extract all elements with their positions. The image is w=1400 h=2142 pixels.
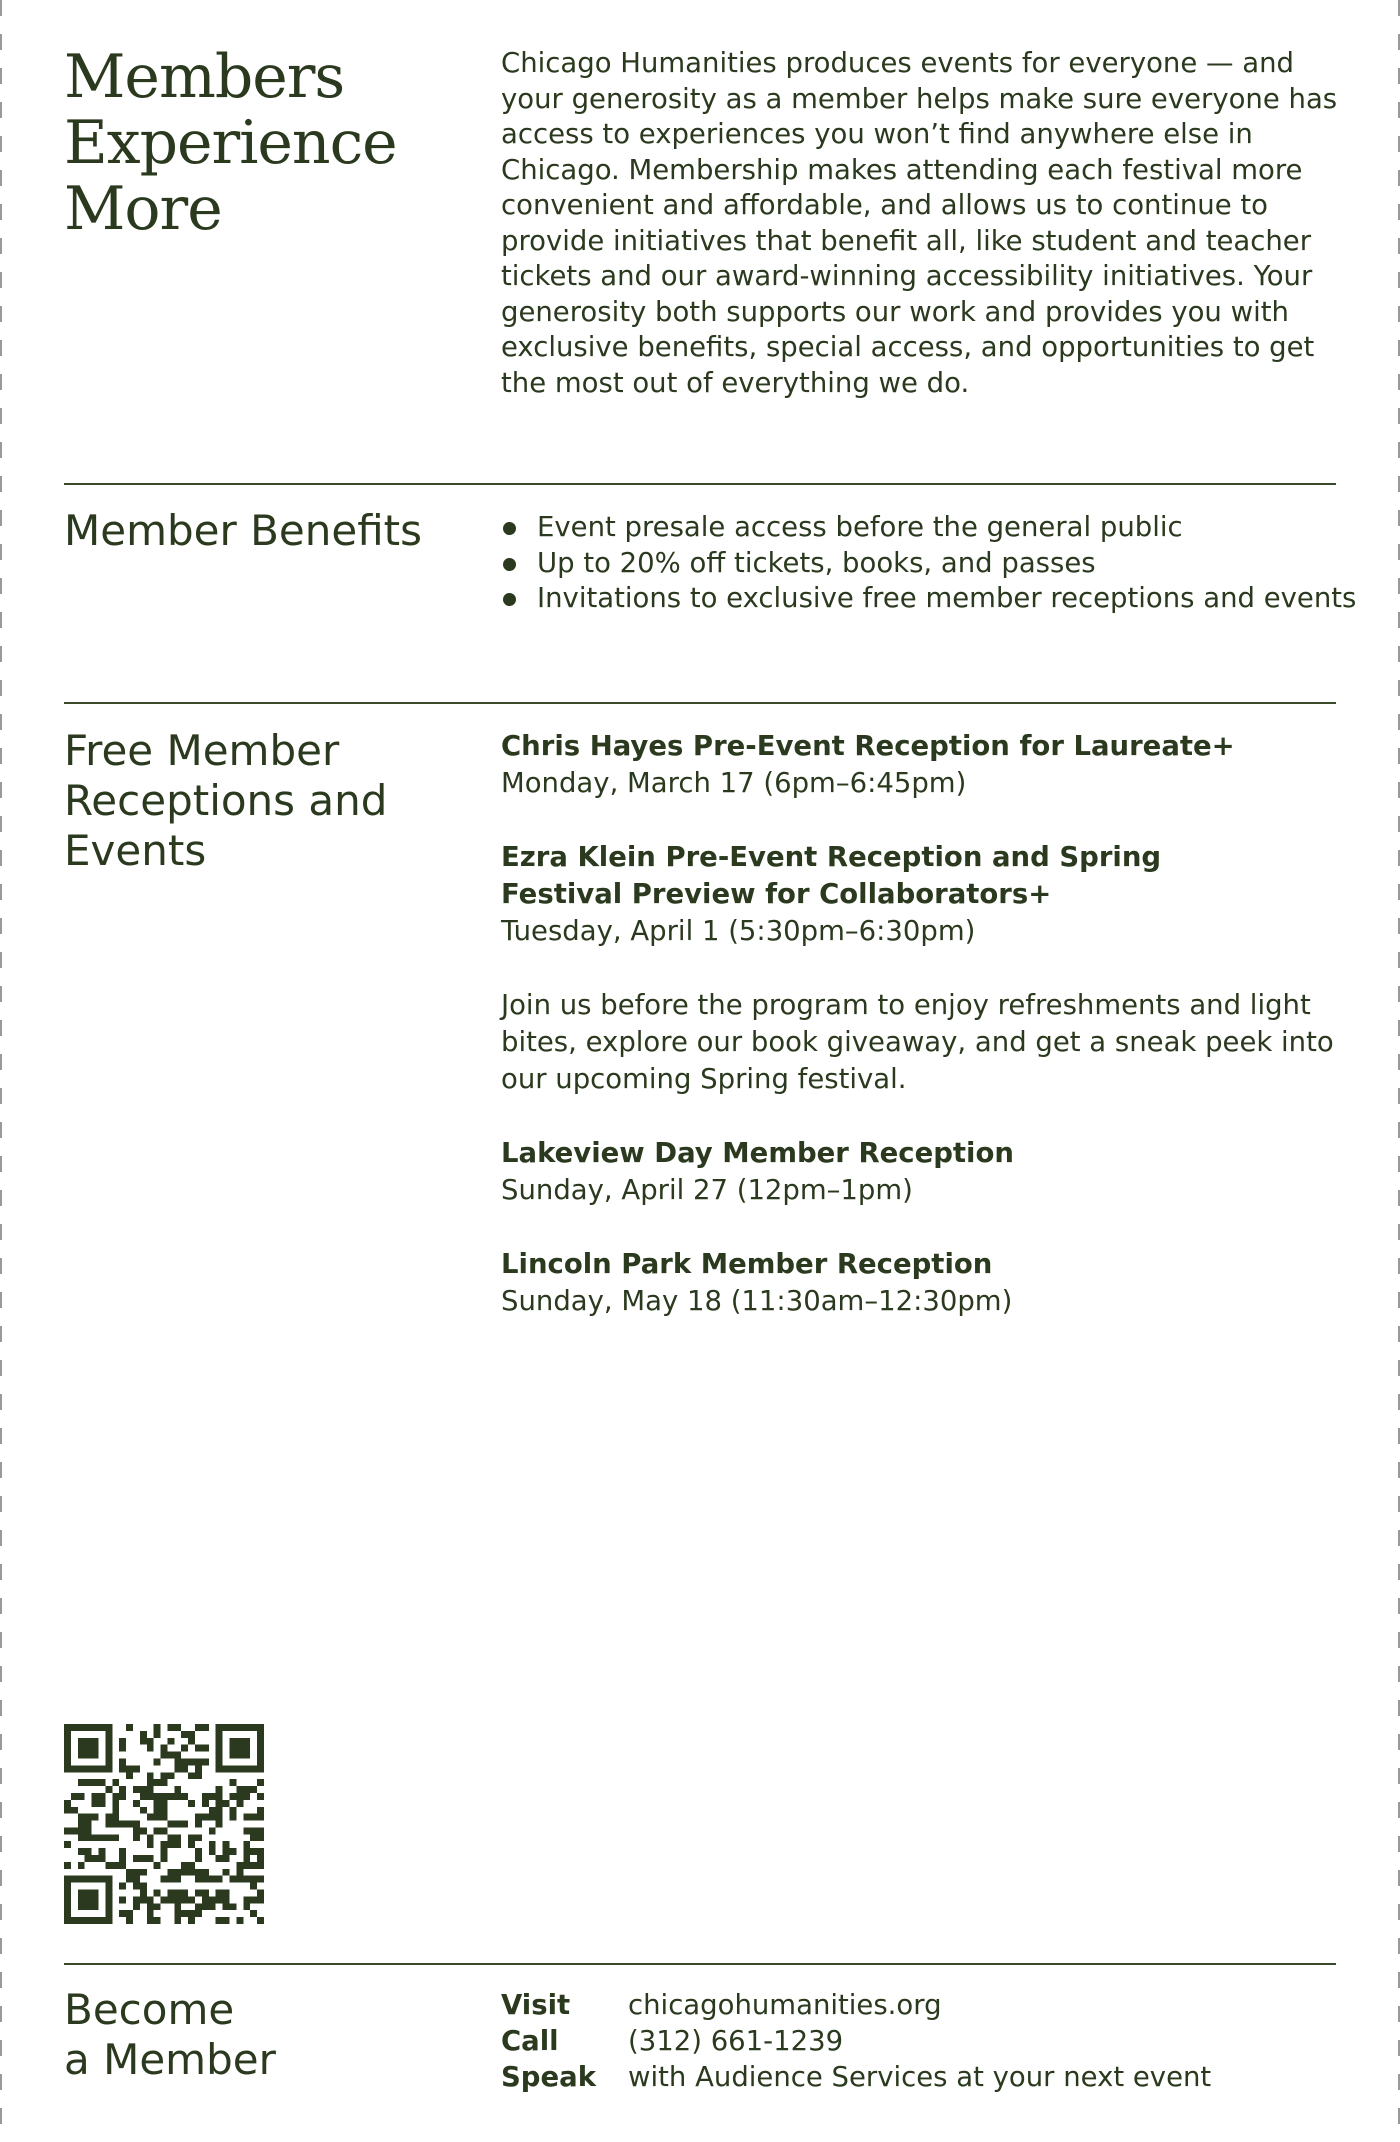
qr-code-icon[interactable] [64,1724,264,1924]
become-heading-line: Become [64,1985,235,2034]
events-heading-line: Receptions and [64,776,388,825]
contact-call [501,2023,1381,2059]
event-item [501,728,1361,802]
contact-visit [501,1987,1381,2023]
benefit-item: Up to 20% off tickets, books, and passes [501,546,1381,582]
events-heading [64,726,484,876]
benefits-list [501,510,1381,617]
title-line: Members [64,42,345,112]
event-item [501,1246,1361,1320]
page-title [64,44,484,242]
event-item [501,839,1361,950]
event-date: Tuesday, April 1 (5:30pm–6:30pm) [501,915,976,947]
events-section [64,726,1336,1346]
become-member-section [64,1985,1336,2115]
benefits-heading: Member Benefits [64,506,423,555]
become-heading [64,1985,484,2085]
page-edge-left [0,0,2,2142]
benefits-section [64,506,1357,656]
title-line: Experience [64,108,397,178]
phone-number[interactable]: (312) 661-1239 [628,2025,844,2057]
intro-section [64,44,1336,404]
contact-label: Visit [501,1989,571,2021]
website-link[interactable]: chicagohumanities.org [628,1989,942,2021]
benefit-item: Event presale access before the general public [501,510,1381,546]
events-description: Join us before the program to enjoy refreshments and light bites, explore our book giveaway, and get a sneak peek into our upcoming Spring festival. [501,989,1334,1095]
section-divider [64,702,1336,704]
events-heading-line: Free Member [64,726,340,775]
event-title: Lakeview Day Member Reception [501,1137,1014,1169]
event-title: Ezra Klein Pre-Event Reception and Spring Festival Preview for Collaborators+ [501,841,1162,910]
title-line: More [64,174,222,244]
event-date: Sunday, May 18 (11:30am–12:30pm) [501,1285,1013,1317]
event-item [501,1135,1361,1209]
contact-label: Speak [501,2061,596,2093]
event-date: Monday, March 17 (6pm–6:45pm) [501,767,967,799]
event-title: Chris Hayes Pre-Event Reception for Laureate+ [501,730,1235,762]
benefit-item: Invitations to exclusive free member receptions and events [501,581,1381,617]
event-date: Sunday, April 27 (12pm–1pm) [501,1174,913,1206]
event-title: Lincoln Park Member Reception [501,1248,993,1280]
events-heading-line: Events [64,826,207,875]
contact-label: Call [501,2025,559,2057]
contact-value: with Audience Services at your next event [628,2061,1212,2093]
intro-paragraph: Chicago Humanities produces events for everyone — and your generosity as a member helps make sure everyone has access to experiences you won’t find anywhere else in Chicago. Membership makes attending each festival more convenient and affordable, and allows us to continue to provide initiatives that benefit all, like student and teacher tickets and our award-winning accessibility initiatives. Your generosity both supports our work and provides you with exclusive benefits, special access, and opportunities to get the most out of everything we do. [501,47,1338,399]
section-divider [64,1963,1336,1965]
section-divider [64,483,1336,485]
contact-speak [501,2059,1381,2095]
become-heading-line: a Member [64,2035,276,2084]
